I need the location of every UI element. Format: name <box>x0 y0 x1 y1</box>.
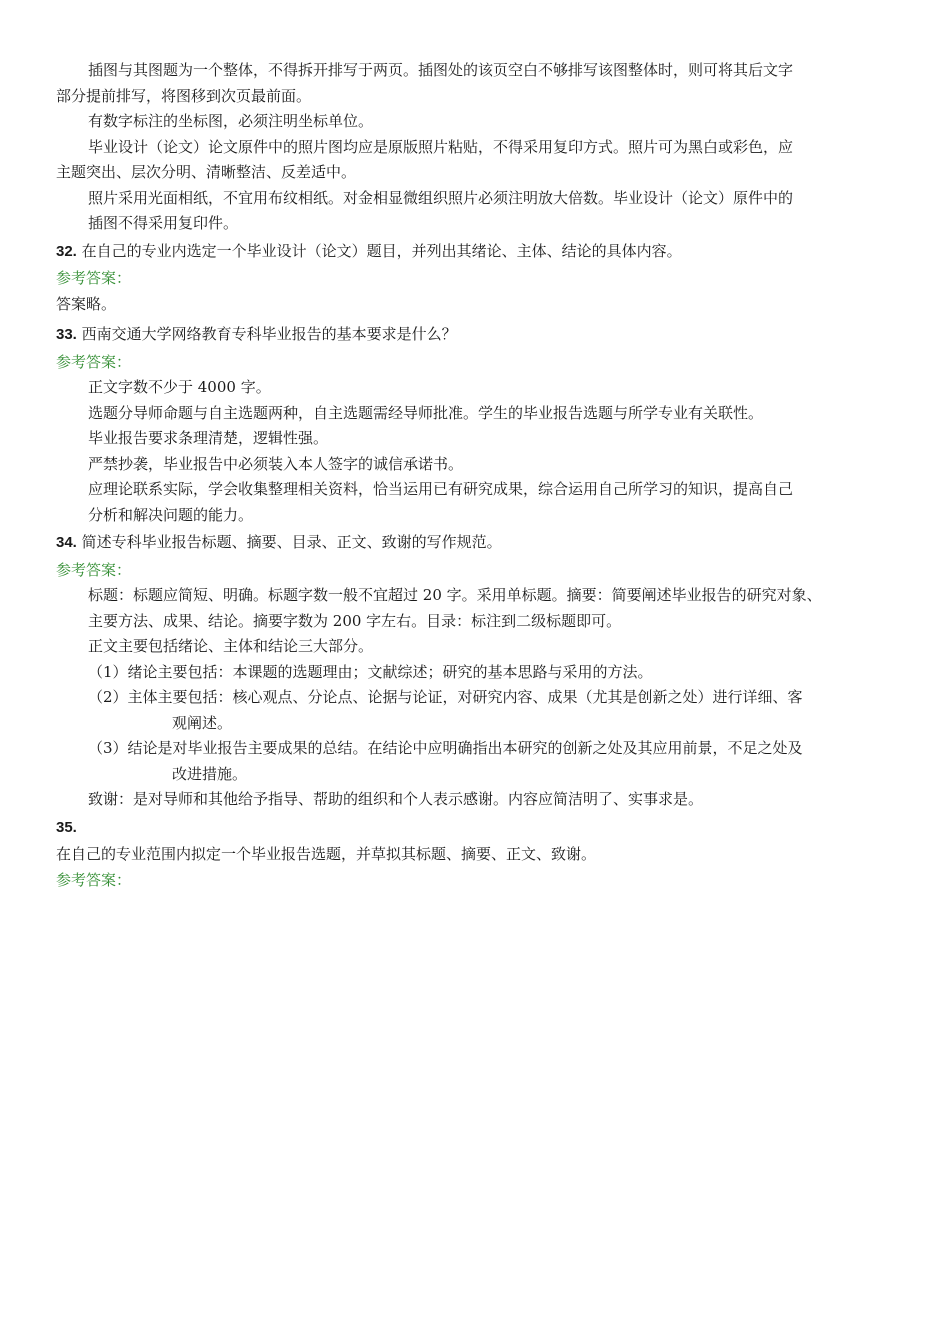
intro-paragraph-1-cont: 部分提前排写，将图移到次页最前面。 <box>56 86 312 105</box>
answer-text: 答案略。 <box>56 294 117 313</box>
question-text: 简述专科毕业报告标题、摘要、目录、正文、致谢的写作规范。 <box>81 533 502 551</box>
question-text: 西南交通大学网络教育专科毕业报告的基本要求是什么？ <box>81 325 457 343</box>
question-35 <box>56 815 906 841</box>
intro-paragraph-4: 照片采用光面相纸，不宜用布纹相纸。对金相显微组织照片必须注明放大倍数。毕业设计（论文）原件中的 <box>88 188 794 207</box>
question-number: 35. <box>56 818 77 836</box>
answer-label: 参考答案： <box>56 352 132 371</box>
answer-item: （3）结论是对毕业报告主要成果的总结。在结论中应明确指出本研究的创新之处及其应用前景，不足之处及 <box>88 739 803 757</box>
answer-item: 正文字数不少于 4000 字。 <box>88 378 271 396</box>
question-34 <box>56 530 906 556</box>
question-number: 32. <box>56 242 77 260</box>
question-number: 33. <box>56 326 77 343</box>
answer-item: 标题：标题应简短、明确。标题字数一般不宜超过 20 字。采用单标题。摘要：简要阐述毕业报告的研究对象、 <box>88 586 822 604</box>
answer-item-cont: 改进措施。 <box>172 764 248 783</box>
answer-label: 参考答案： <box>56 560 132 579</box>
answer-item-cont: 观阐述。 <box>172 713 233 732</box>
answer-item-cont: 分析和解决问题的能力。 <box>88 505 254 524</box>
intro-paragraph-2: 有数字标注的坐标图，必须注明坐标单位。 <box>88 112 374 130</box>
answer-item: 致谢：是对导师和其他给予指导、帮助的组织和个人表示感谢。内容应简洁明了、实事求是。 <box>88 790 704 808</box>
answer-label: 参考答案： <box>56 269 132 287</box>
question-text: 在自己的专业范围内拟定一个毕业报告选题，并草拟其标题、摘要、正文、致谢。 <box>56 845 597 863</box>
answer-item: 选题分导师命题与自主选题两种，自主选题需经导师批准。学生的毕业报告选题与所学专业有关联性。 <box>88 403 764 422</box>
answer-item: 应理论联系实际，学会收集整理相关资料，恰当运用已有研究成果，综合运用自己所学习的知识，提高自己 <box>88 480 794 498</box>
answer-item: （1）绪论主要包括：本课题的选题理由；文献综述；研究的基本思路与采用的方法。 <box>88 662 653 681</box>
question-32 <box>56 239 906 265</box>
answer-label: 参考答案： <box>56 870 132 889</box>
intro-paragraph-3-cont: 主题突出、层次分明、清晰整洁、反差适中。 <box>56 163 357 181</box>
intro-paragraph-4-cont: 插图不得采用复印件。 <box>88 214 239 232</box>
question-text: 在自己的专业内选定一个毕业设计（论文）题目，并列出其绪论、主体、结论的具体内容。 <box>81 241 682 260</box>
answer-item: 毕业报告要求条理清楚，逻辑性强。 <box>88 429 329 447</box>
document-page <box>56 58 906 893</box>
answer-item: 严禁抄袭，毕业报告中必须装入本人签字的诚信承诺书。 <box>88 454 464 473</box>
question-number: 34. <box>56 534 77 551</box>
answer-item: （2）主体主要包括：核心观点、分论点、论据与论证，对研究内容、成果（尤其是创新之处）进行详细、客 <box>88 688 803 706</box>
answer-item: 正文主要包括绪论、主体和结论三大部分。 <box>88 637 374 655</box>
intro-paragraph-3: 毕业设计（论文）论文原件中的照片图均应是原版照片粘贴，不得采用复印方式。照片可为黑白或彩色，应 <box>88 137 794 156</box>
question-33 <box>56 322 906 348</box>
answer-item-cont: 主要方法、成果、结论。摘要字数为 200 字左右。目录：标注到二级标题即可。 <box>88 611 622 630</box>
intro-paragraph-1: 插图与其图题为一个整体，不得拆开排写于两页。插图处的该页空白不够排写该图整体时，则可将其后文字 <box>88 61 794 79</box>
